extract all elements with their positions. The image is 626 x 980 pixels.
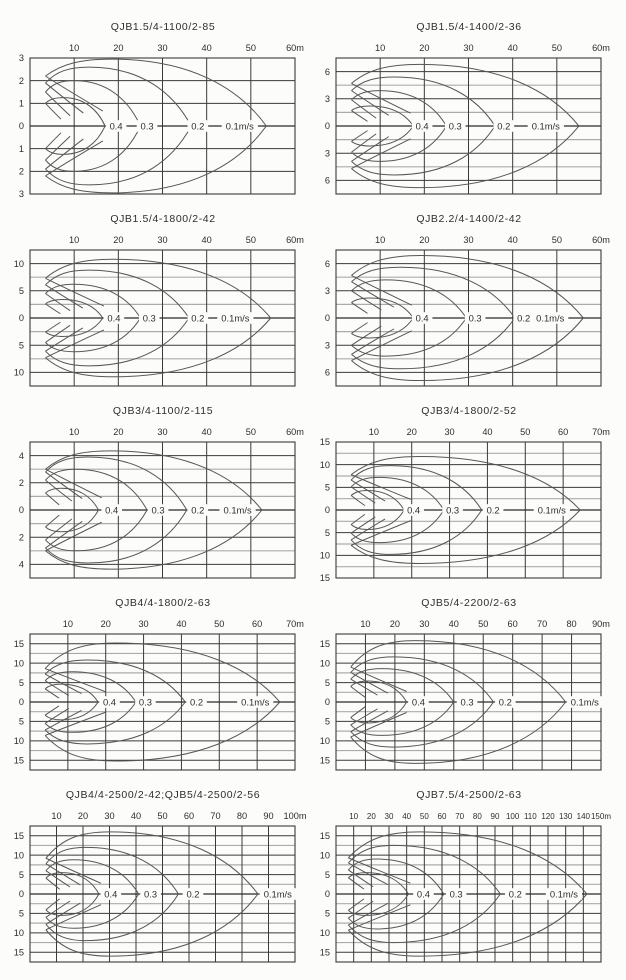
velocity-contour-chart-2 bbox=[308, 6, 620, 202]
contour-label: 0.2 bbox=[191, 312, 205, 324]
x-tick-label: 90m bbox=[592, 619, 610, 629]
x-tick-label: 10 bbox=[62, 619, 73, 629]
x-tick-label: 20 bbox=[77, 811, 89, 821]
y-tick-label: 0 bbox=[18, 121, 24, 132]
contour-inner-branch bbox=[45, 322, 60, 332]
x-tick-label: 40 bbox=[201, 43, 212, 53]
y-tick-label: 6 bbox=[324, 258, 330, 269]
x-tick-label: 130 bbox=[558, 812, 573, 821]
y-tick-label: 10 bbox=[13, 850, 24, 861]
y-tick-label: 15 bbox=[319, 573, 330, 584]
x-tick-label: 40 bbox=[176, 619, 187, 629]
x-tick-label: 50 bbox=[551, 43, 562, 53]
y-tick-label: 0 bbox=[324, 697, 330, 708]
contour-label: 0.3 bbox=[446, 504, 460, 516]
contour-inner-branch bbox=[45, 92, 70, 116]
contour-label: 0.4 bbox=[105, 504, 119, 516]
y-tick-label: 10 bbox=[13, 928, 24, 939]
x-tick-label: 60m bbox=[592, 43, 610, 53]
contour-label: 0.4 bbox=[411, 696, 425, 708]
contour-label: 0.3 bbox=[468, 312, 482, 324]
x-tick-label: 60 bbox=[558, 427, 569, 437]
y-tick-label: 5 bbox=[18, 286, 24, 296]
contour-inner-branch bbox=[351, 495, 365, 505]
x-tick-label: 30 bbox=[463, 43, 474, 53]
x-tick-label: 20 bbox=[113, 427, 124, 437]
x-tick-label: 50 bbox=[245, 43, 256, 53]
x-tick-label: 80 bbox=[472, 812, 482, 821]
contour-inner-branch bbox=[45, 136, 70, 160]
contour-inner-branch bbox=[45, 469, 101, 498]
x-tick-label: 120 bbox=[541, 812, 555, 821]
contour-label: 0.4 bbox=[102, 696, 117, 708]
x-tick-label: 10 bbox=[69, 235, 80, 245]
x-tick-label: 40 bbox=[507, 235, 518, 245]
velocity-contour-chart-9 bbox=[2, 774, 314, 970]
chart-title: QJB2.2/4-1400/2-42 bbox=[416, 213, 522, 225]
contour-inner-branch bbox=[45, 706, 59, 715]
y-tick-label: 5 bbox=[18, 677, 24, 688]
contour-inner-branch bbox=[351, 137, 388, 162]
y-tick-label: 5 bbox=[18, 869, 24, 880]
y-tick-label: 0 bbox=[18, 697, 24, 708]
contour-label: 0.4 bbox=[415, 120, 429, 132]
x-tick-label: 60 bbox=[252, 619, 263, 629]
y-tick-label: 3 bbox=[324, 148, 330, 159]
contour-label: 0.1m/s bbox=[531, 120, 560, 132]
y-tick-label: 10 bbox=[319, 928, 330, 939]
contour-label: 0.2 bbox=[186, 888, 200, 900]
y-tick-label: 2 bbox=[18, 532, 24, 543]
contour-inner-branch bbox=[45, 304, 60, 314]
x-tick-label: 150m bbox=[590, 812, 612, 821]
x-tick-label: 30 bbox=[138, 619, 149, 629]
contour-inner-branch bbox=[45, 515, 59, 527]
y-tick-label: 6 bbox=[324, 66, 330, 77]
y-tick-label: 0 bbox=[324, 313, 330, 324]
x-tick-label: 110 bbox=[523, 812, 537, 821]
contour-label: 0.2 bbox=[508, 888, 522, 900]
contour-label: 0.2 bbox=[486, 504, 500, 516]
y-tick-label: 5 bbox=[324, 716, 330, 727]
y-tick-label: 0 bbox=[324, 505, 330, 516]
y-tick-label: 6 bbox=[324, 367, 330, 378]
contour-label: 0.4 bbox=[107, 312, 121, 324]
contour-label: 0.1m/s bbox=[263, 888, 292, 900]
y-tick-label: 15 bbox=[319, 830, 330, 841]
y-tick-label: 15 bbox=[319, 947, 330, 958]
x-tick-label: 60m bbox=[286, 43, 304, 53]
y-tick-label: 15 bbox=[13, 947, 24, 958]
velocity-contour-chart-8 bbox=[308, 582, 620, 778]
x-tick-label: 40 bbox=[448, 619, 459, 629]
y-tick-label: 3 bbox=[324, 94, 330, 104]
contour-label: 0.4 bbox=[104, 888, 118, 900]
contour-label: 0.2 bbox=[517, 312, 531, 324]
x-tick-label: 60m bbox=[592, 235, 610, 245]
contour-label: 0.1m/s bbox=[225, 120, 254, 132]
contour-inner-branch bbox=[45, 689, 59, 698]
x-tick-label: 40 bbox=[130, 811, 142, 821]
velocity-contour-chart-1 bbox=[2, 6, 314, 202]
y-tick-label: 0 bbox=[324, 889, 330, 900]
y-tick-label: 4 bbox=[18, 450, 24, 461]
y-tick-label: 15 bbox=[13, 830, 24, 841]
x-tick-label: 100 bbox=[505, 812, 520, 821]
contour-label: 0.2 bbox=[498, 696, 512, 708]
x-tick-label: 40 bbox=[201, 427, 212, 437]
y-tick-label: 5 bbox=[18, 716, 24, 727]
x-tick-label: 90 bbox=[490, 812, 500, 821]
y-tick-label: 10 bbox=[319, 550, 330, 561]
y-tick-label: 5 bbox=[324, 869, 330, 880]
velocity-contour-chart-6 bbox=[308, 390, 620, 586]
y-tick-label: 6 bbox=[324, 175, 330, 186]
chart-title: QJB5/4-2200/2-63 bbox=[421, 597, 517, 609]
contour-label: 0.1m/s bbox=[241, 696, 270, 708]
x-tick-label: 30 bbox=[157, 235, 168, 245]
velocity-contour-chart-7 bbox=[2, 582, 314, 778]
y-tick-label: 2 bbox=[18, 478, 24, 488]
y-tick-label: 3 bbox=[18, 189, 24, 200]
x-tick-label: 10 bbox=[375, 235, 386, 245]
x-tick-label: 10 bbox=[360, 619, 371, 629]
contour-inner-branch bbox=[45, 493, 59, 505]
contour-label: 0.2 bbox=[191, 120, 205, 132]
x-tick-label: 60 bbox=[183, 811, 195, 821]
x-tick-label: 30 bbox=[384, 812, 394, 821]
contour-label: 0.2 bbox=[191, 504, 205, 516]
y-tick-label: 10 bbox=[319, 850, 330, 861]
x-tick-label: 30 bbox=[157, 43, 168, 53]
y-tick-label: 0 bbox=[324, 121, 330, 132]
x-tick-label: 30 bbox=[157, 427, 168, 437]
x-tick-label: 50 bbox=[245, 235, 256, 245]
chart-title: QJB3/4-1100/2-115 bbox=[112, 405, 214, 417]
contour-label: 0.3 bbox=[138, 696, 152, 708]
contour-label: 0.3 bbox=[449, 888, 463, 900]
x-tick-label: 60m bbox=[286, 427, 304, 437]
contour-inner-branch bbox=[45, 133, 61, 149]
x-tick-label: 70 bbox=[455, 812, 465, 821]
y-tick-label: 10 bbox=[13, 736, 24, 747]
contour-label: 0.1m/s bbox=[536, 312, 565, 324]
contour-inner-branch bbox=[46, 899, 60, 910]
contour-label: 0.1m/s bbox=[223, 504, 252, 516]
x-tick-label: 50 bbox=[214, 619, 225, 629]
x-tick-label: 30 bbox=[463, 235, 474, 245]
contour-inner-branch bbox=[45, 330, 104, 358]
y-tick-label: 10 bbox=[13, 658, 24, 669]
y-tick-label: 4 bbox=[18, 559, 24, 570]
x-tick-label: 40 bbox=[402, 812, 412, 821]
y-tick-label: 0 bbox=[18, 889, 24, 900]
y-tick-label: 15 bbox=[13, 755, 24, 766]
y-tick-label: 3 bbox=[324, 340, 330, 351]
chart-title: QJB1.5/4-1800/2-42 bbox=[110, 213, 216, 225]
x-tick-label: 20 bbox=[419, 43, 430, 53]
x-tick-label: 70m bbox=[592, 427, 610, 437]
x-tick-label: 20 bbox=[113, 43, 124, 53]
contour-inner-branch bbox=[45, 278, 104, 306]
y-tick-label: 5 bbox=[324, 527, 330, 538]
chart-title: QJB1.5/4-1100/2-85 bbox=[110, 21, 216, 33]
velocity-contour-chart-5 bbox=[2, 390, 314, 586]
x-tick-label: 10 bbox=[69, 43, 80, 53]
x-tick-label: 10 bbox=[51, 811, 62, 821]
x-tick-label: 30 bbox=[419, 619, 430, 629]
y-tick-label: 2 bbox=[18, 166, 24, 177]
contour-label: 0.2 bbox=[190, 696, 204, 708]
x-tick-label: 100m bbox=[283, 811, 307, 821]
x-tick-label: 80 bbox=[566, 619, 577, 629]
contour-label: 0.3 bbox=[140, 120, 154, 132]
contour-label: 0.1m/s bbox=[549, 888, 578, 900]
contour-inner-branch bbox=[46, 878, 60, 889]
chart-title: QJB3/4-1800/2-52 bbox=[421, 405, 517, 417]
x-tick-label: 20 bbox=[100, 619, 111, 629]
x-tick-label: 70 bbox=[210, 811, 221, 821]
contour-label: 0.1m/s bbox=[221, 312, 250, 324]
x-tick-label: 60m bbox=[286, 235, 304, 245]
x-tick-label: 60 bbox=[437, 812, 447, 821]
velocity-contour-chart-4 bbox=[308, 198, 620, 394]
contour-inner-branch bbox=[351, 514, 365, 524]
x-tick-label: 40 bbox=[507, 43, 518, 53]
y-tick-label: 5 bbox=[18, 908, 24, 919]
y-tick-label: 2 bbox=[18, 75, 24, 86]
x-tick-label: 60 bbox=[507, 619, 518, 629]
contour-label: 0.4 bbox=[109, 120, 123, 132]
x-tick-label: 40 bbox=[201, 235, 212, 245]
x-tick-label: 50 bbox=[551, 235, 562, 245]
x-tick-label: 30 bbox=[104, 811, 115, 821]
x-tick-label: 90 bbox=[263, 811, 274, 821]
y-tick-label: 15 bbox=[319, 437, 330, 448]
y-tick-label: 15 bbox=[319, 638, 330, 649]
contour-label: 0.1m/s bbox=[570, 696, 599, 708]
contour-inner-branch bbox=[45, 103, 61, 119]
y-tick-label: 0 bbox=[18, 505, 24, 516]
y-tick-label: 5 bbox=[324, 908, 330, 919]
y-tick-label: 5 bbox=[324, 482, 330, 493]
x-tick-label: 20 bbox=[419, 235, 430, 245]
y-tick-label: 10 bbox=[13, 367, 24, 378]
y-tick-label: 5 bbox=[324, 677, 330, 688]
y-tick-label: 15 bbox=[319, 755, 330, 766]
x-tick-label: 10 bbox=[375, 43, 386, 53]
x-tick-label: 50 bbox=[520, 427, 531, 437]
x-tick-label: 50 bbox=[157, 811, 168, 821]
x-tick-label: 70m bbox=[286, 619, 304, 629]
y-tick-label: 10 bbox=[319, 459, 330, 470]
velocity-contour-chart-10 bbox=[308, 774, 620, 970]
x-tick-label: 50 bbox=[245, 427, 256, 437]
x-tick-label: 80 bbox=[236, 811, 248, 821]
x-tick-label: 10 bbox=[368, 427, 379, 437]
x-tick-label: 40 bbox=[482, 427, 493, 437]
x-tick-label: 30 bbox=[444, 427, 455, 437]
x-tick-label: 10 bbox=[69, 427, 80, 437]
x-tick-label: 20 bbox=[366, 812, 376, 821]
contour-inner-branch bbox=[351, 517, 375, 533]
contour-label: 0.3 bbox=[151, 504, 165, 516]
x-tick-label: 20 bbox=[389, 619, 401, 629]
x-tick-label: 140 bbox=[576, 812, 591, 821]
y-tick-label: 3 bbox=[18, 53, 24, 64]
contour-label: 0.4 bbox=[407, 504, 421, 516]
y-tick-label: 1 bbox=[18, 98, 24, 109]
chart-title: QJB1.5/4-1400/2-36 bbox=[416, 21, 522, 33]
contour-label: 0.3 bbox=[142, 312, 156, 324]
contour-label: 0.4 bbox=[416, 888, 430, 900]
y-tick-label: 10 bbox=[319, 658, 330, 669]
x-tick-label: 50 bbox=[419, 812, 429, 821]
y-tick-label: 3 bbox=[324, 286, 330, 296]
contour-inner-branch bbox=[351, 91, 388, 116]
chart-title: QJB7.5/4-2500/2-63 bbox=[416, 789, 522, 801]
chart-title: QJB4/4-1800/2-63 bbox=[115, 597, 211, 609]
x-tick-label: 20 bbox=[406, 427, 417, 437]
contour-label: 0.4 bbox=[415, 312, 429, 324]
x-tick-label: 10 bbox=[349, 812, 359, 821]
y-tick-label: 10 bbox=[13, 258, 24, 269]
y-tick-label: 1 bbox=[18, 143, 24, 154]
chart-title: QJB4/4-2500/2-42;QJB5/4-2500/2-56 bbox=[65, 789, 261, 801]
contour-label: 0.3 bbox=[144, 888, 158, 900]
contour-label: 0.3 bbox=[460, 696, 474, 708]
y-tick-label: 15 bbox=[13, 638, 24, 649]
contour-label: 0.2 bbox=[497, 120, 511, 132]
contour-inner-branch bbox=[45, 522, 101, 551]
y-tick-label: 10 bbox=[319, 736, 330, 747]
x-tick-label: 20 bbox=[113, 235, 124, 245]
y-tick-label: 0 bbox=[18, 313, 24, 324]
x-tick-label: 50 bbox=[478, 619, 489, 629]
velocity-contour-chart-3 bbox=[2, 198, 314, 394]
y-tick-label: 5 bbox=[18, 340, 24, 351]
contour-inner-branch bbox=[351, 487, 375, 503]
contour-label: 0.3 bbox=[448, 120, 462, 132]
contour-label: 0.1m/s bbox=[537, 504, 566, 516]
x-tick-label: 70 bbox=[536, 619, 548, 629]
